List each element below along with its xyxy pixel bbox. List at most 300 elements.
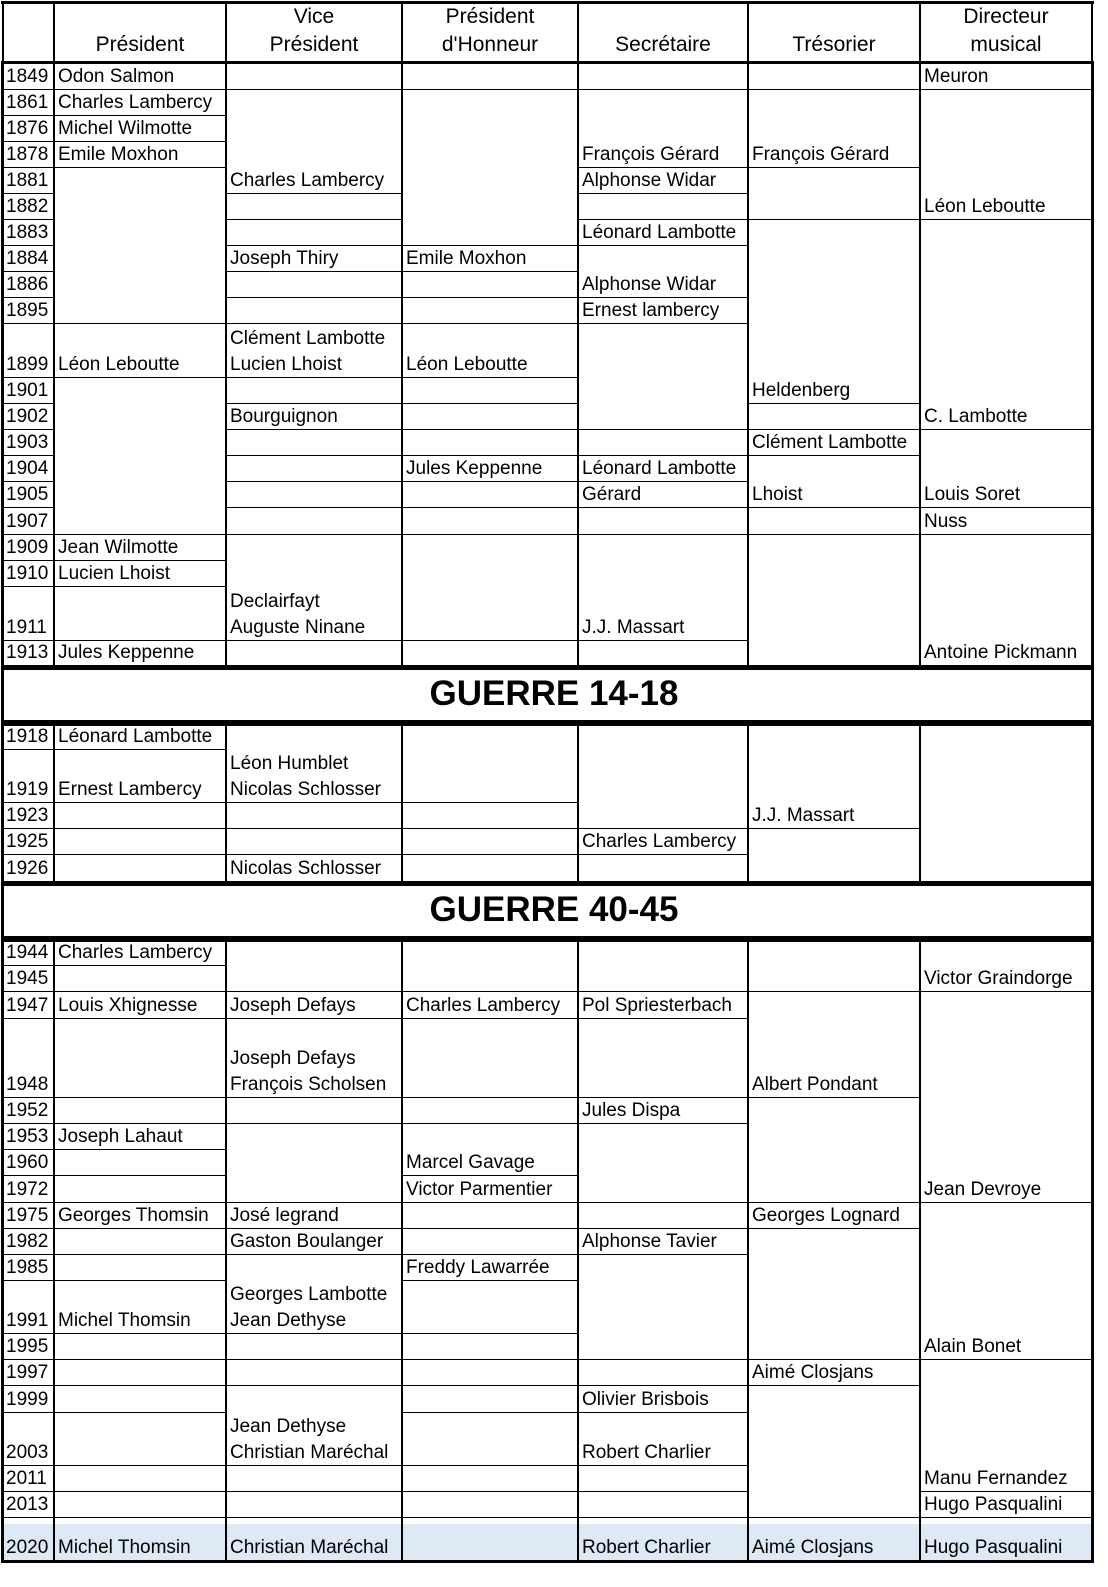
row-line [402,1359,578,1360]
tresorier-entry: Aimé Closjans [752,1362,874,1383]
column-divider [577,724,579,882]
year-1899: 1899 [6,354,49,375]
row-line [226,481,402,482]
row-line [578,297,748,298]
year-1985: 1985 [6,1257,49,1278]
row-line [402,89,578,90]
row-line [3,802,54,803]
year-1907: 1907 [6,511,49,532]
row-line [226,1517,402,1518]
year-1948: 1948 [6,1074,49,1095]
year-1919: 1919 [6,779,49,800]
column-divider [919,940,921,1561]
year-1883: 1883 [6,222,49,243]
row-line [402,534,578,535]
row-line [3,141,54,142]
vice-entry: Clément Lambotte [230,328,386,349]
row-line [226,271,402,272]
year-2003: 2003 [6,1442,49,1463]
row-line [226,403,402,404]
row-line [54,1228,226,1229]
year-1904: 1904 [6,458,49,479]
row-line [226,297,402,298]
header-divider [1091,1,1093,63]
row-line [402,297,578,298]
row-line [402,1228,578,1229]
tresorier-entry: Georges Lognard [752,1205,900,1226]
row-line [54,1465,226,1466]
president-entry: Ernest Lambercy [58,779,202,800]
row-line [578,1412,748,1413]
row-line [402,1018,578,1019]
president-entry: Lucien Lhoist [58,563,170,584]
row-line [3,665,54,666]
column-divider [747,62,749,666]
directeur-entry: Alain Bonet [924,1336,1022,1357]
row-line [3,1254,54,1255]
vice-entry: Christian Maréchal [230,1442,389,1463]
row-line [402,1280,578,1281]
header-directeur-line1: Directeur [963,5,1049,28]
row-line [578,1560,748,1561]
year-1995: 1995 [6,1336,49,1357]
row-line [3,1465,54,1466]
row-line [3,1202,54,1203]
row-line [920,1560,1092,1561]
row-line [3,115,54,116]
row-line [748,665,920,666]
secretaire-entry: Ernest lambercy [582,300,720,321]
vice-entry: Lucien Lhoist [230,354,342,375]
column-divider [225,724,227,882]
row-line [226,507,402,508]
president-entry: Jean Wilmotte [58,537,179,558]
row-line [402,1175,578,1176]
year-1895: 1895 [6,300,49,321]
row-line [226,534,402,535]
row-line [402,1560,578,1561]
president-entry: Emile Moxhon [58,144,179,165]
vice-entry: Nicolas Schlosser [230,858,381,879]
row-line [54,1202,226,1203]
row-line [748,429,920,430]
row-line [578,1385,748,1386]
row-line [748,534,920,535]
row-line [3,377,54,378]
vice-entry: François Scholsen [230,1074,387,1095]
row-line [748,1228,920,1229]
row-line [578,1202,748,1203]
row-line [226,377,402,378]
row-line [3,965,54,966]
directeur-entry: Louis Soret [924,484,1021,505]
row-line [226,1560,402,1561]
row-line [226,854,402,855]
secretaire-entry: Pol Spriesterbach [582,995,732,1016]
outer-border [1091,940,1094,1561]
row-line [402,854,578,855]
row-line [3,534,54,535]
row-line [226,1465,402,1466]
year-1944: 1944 [6,942,49,963]
row-line [3,1097,54,1098]
header-honneur-line2: d'Honneur [441,33,539,56]
row-line [3,1018,54,1019]
row-line [54,1359,226,1360]
row-line [920,1517,1092,1518]
row-line [402,455,578,456]
war-banner-14-18: GUERRE 14-18 [429,674,679,713]
row-line [748,1359,920,1360]
header-divider [2,1,4,63]
row-line [3,481,54,482]
row-line [226,1202,402,1203]
year-1903: 1903 [6,432,49,453]
year-1861: 1861 [6,92,49,113]
row-line [226,1097,402,1098]
directeur-entry: Nuss [924,511,968,532]
header-divider [401,1,403,63]
row-line [54,1254,226,1255]
row-line [3,245,54,246]
row-line [748,167,920,168]
row-line [402,640,578,641]
tresorier-entry: Lhoist [752,484,803,505]
president-entry: Charles Lambercy [58,942,213,963]
honneur-entry: Emile Moxhon [406,248,527,269]
row-line [3,271,54,272]
row-line [54,323,226,324]
row-line [226,323,402,324]
year-1999: 1999 [6,1389,49,1410]
header-secretaire-line2: Secrétaire [615,33,711,56]
row-line [402,323,578,324]
row-line [226,1359,402,1360]
secretaire-entry: Léonard Lambotte [582,222,737,243]
column-divider [919,724,921,882]
year-1884: 1884 [6,248,49,269]
year-1909: 1909 [6,537,49,558]
vice-entry: Declairfayt [230,591,320,612]
row-line [54,586,226,587]
row-line [402,481,578,482]
vice-entry: Charles Lambercy [230,170,385,191]
row-line [3,455,54,456]
directeur-entry: Manu Fernandez [924,1468,1068,1489]
row-line [3,1123,54,1124]
row-line [920,219,1092,220]
row-line [920,429,1092,430]
row-line [920,665,1092,666]
year-1882: 1882 [6,196,49,217]
row-line [920,991,1092,992]
row-line [402,1123,578,1124]
row-line [578,167,748,168]
honneur-entry: Victor Parmentier [406,1179,553,1200]
row-line [226,1123,402,1124]
year-1881: 1881 [6,170,49,191]
row-line [578,534,748,535]
directeur-entry: Meuron [924,66,989,87]
row-line [3,297,54,298]
outer-border [1091,724,1094,882]
row-line [920,1491,1092,1492]
row-line [226,455,402,456]
row-line [54,665,226,666]
directeur-entry: Victor Graindorge [924,968,1073,989]
row-line [226,640,402,641]
row-line [578,245,748,246]
row-line [3,560,54,561]
vice-entry: José legrand [230,1205,339,1226]
header-divider [919,1,921,63]
row-line [748,828,920,829]
row-line [402,802,578,803]
row-line [578,1517,748,1518]
row-line [920,881,1092,882]
row-line [3,1149,54,1150]
year-1911: 1911 [6,617,47,638]
row-line [54,991,226,992]
header-divider [225,1,227,63]
president-entry: Jules Keppenne [58,642,195,663]
year-2011: 2011 [6,1468,47,1489]
honneur-entry: Charles Lambercy [406,995,561,1016]
vice-entry: Bourguignon [230,406,338,427]
row-line [402,881,578,882]
row-line [3,640,54,641]
row-line [54,965,226,966]
year-1925: 1925 [6,831,49,852]
column-divider [225,940,227,1561]
vice-entry: Jean Dethyse [230,1310,347,1331]
row-line [3,1491,54,1492]
row-line [748,507,920,508]
row-line [402,1202,578,1203]
secretaire-entry: Jules Dispa [582,1100,681,1121]
row-line [54,141,226,142]
outer-border [1,62,4,666]
row-line [54,881,226,882]
tresorier-entry: Aimé Closjans [752,1537,874,1558]
row-line [54,534,226,535]
war-banner-40-45: GUERRE 40-45 [429,890,679,929]
row-line [920,507,1092,508]
vice-entry: Joseph Defays [230,1048,356,1069]
honneur-entry: Freddy Lawarrée [406,1257,550,1278]
row-line [920,89,1092,90]
row-line [3,167,54,168]
column-divider [919,62,921,666]
row-line [3,1280,54,1281]
row-line [226,1018,402,1019]
row-line [578,1123,748,1124]
column-divider [401,724,403,882]
year-1952: 1952 [6,1100,49,1121]
tresorier-entry: J.J. Massart [752,805,855,826]
column-divider [401,940,403,1561]
row-line [3,403,54,404]
row-line [578,640,748,641]
row-line [748,881,920,882]
president-entry: Léon Leboutte [58,354,180,375]
row-line [578,1359,748,1360]
vice-entry: Jean Dethyse [230,1416,347,1437]
row-line [226,1228,402,1229]
year-1905: 1905 [6,484,49,505]
row-line [402,271,578,272]
row-line [920,1202,1092,1203]
row-line [3,1517,54,1518]
row-line [920,534,1092,535]
row-line [54,1149,226,1150]
row-line [748,89,920,90]
row-line [3,991,54,992]
year-1982: 1982 [6,1231,49,1252]
row-line [226,881,402,882]
vice-entry: Christian Maréchal [230,1537,389,1558]
president-entry: Odon Salmon [58,66,175,87]
row-line [3,1359,54,1360]
row-line [226,89,402,90]
vice-entry: Georges Lambotte [230,1284,388,1305]
row-line [402,1465,578,1466]
row-line [54,560,226,561]
section-top-line [1,61,1094,64]
row-line [578,507,748,508]
column-divider [747,940,749,1561]
row-line [748,1202,920,1203]
row-line [3,429,54,430]
row-line [54,1491,226,1492]
row-line [748,991,920,992]
year-1910: 1910 [6,563,49,584]
row-line [3,219,54,220]
tresorier-entry: Albert Pondant [752,1074,878,1095]
row-line [3,749,54,750]
row-line [578,481,748,482]
row-line [578,455,748,456]
row-line [3,507,54,508]
row-line [578,89,748,90]
row-line [3,193,54,194]
row-line [748,1385,920,1386]
row-line [54,1097,226,1098]
row-line [402,429,578,430]
column-divider [577,62,579,666]
secretaire-entry: Robert Charlier [582,1537,711,1558]
column-divider [53,62,55,666]
row-line [578,1465,748,1466]
header-directeur-line2: musical [970,33,1042,56]
row-line [748,403,920,404]
president-entry: Michel Wilmotte [58,118,193,139]
secretaire-entry: Alphonse Widar [582,170,717,191]
tresorier-entry: Heldenberg [752,380,851,401]
column-divider [53,940,55,1561]
year-1913: 1913 [6,642,49,663]
year-1878: 1878 [6,144,49,165]
row-line [3,828,54,829]
row-line [226,665,402,666]
year-1886: 1886 [6,274,49,295]
row-line [3,1333,54,1334]
row-line [402,828,578,829]
secretaire-entry: Alphonse Widar [582,274,717,295]
row-line [402,1333,578,1334]
vice-entry: Joseph Defays [230,995,356,1016]
secretaire-entry: François Gérard [582,144,720,165]
secretaire-entry: Gérard [582,484,642,505]
row-line [226,219,402,220]
header-divider [577,1,579,63]
year-1926: 1926 [6,858,49,879]
directeur-entry: Hugo Pasqualini [924,1494,1063,1515]
row-line [226,1491,402,1492]
row-line [54,828,226,829]
row-line [3,1412,54,1413]
row-line [578,323,748,324]
year-1945: 1945 [6,968,49,989]
year-1923: 1923 [6,805,49,826]
row-line [54,854,226,855]
header-vice-line1: Vice [293,5,335,28]
row-line [402,507,578,508]
header-divider [747,1,749,63]
row-line [3,881,54,882]
header-vice-line2: Président [269,33,359,56]
president-entry: Michel Thomsin [58,1310,191,1331]
year-1901: 1901 [6,380,49,401]
year-1947: 1947 [6,995,49,1016]
row-line [226,429,402,430]
year-1997: 1997 [6,1362,49,1383]
vice-entry: Gaston Boulanger [230,1231,384,1252]
row-line [54,802,226,803]
row-line [402,1385,578,1386]
secretaire-entry: Olivier Brisbois [582,1389,709,1410]
president-entry: Charles Lambercy [58,92,213,113]
row-line [402,1491,578,1492]
row-line [578,854,748,855]
honneur-entry: Jules Keppenne [406,458,543,479]
row-line [54,1560,226,1561]
row-line [578,991,748,992]
row-line [578,1491,748,1492]
secretaire-entry: Alphonse Tavier [582,1231,717,1252]
row-line [578,1228,748,1229]
row-line [226,1385,402,1386]
year-1975: 1975 [6,1205,49,1226]
row-line [748,455,920,456]
row-line [54,749,226,750]
president-entry: Georges Thomsin [58,1205,209,1226]
row-line [54,1333,226,1334]
row-line [54,377,226,378]
header-divider [53,1,55,63]
secretaire-entry: Charles Lambercy [582,831,737,852]
row-line [578,881,748,882]
row-line [578,429,748,430]
row-line [226,1333,402,1334]
row-line [578,1254,748,1255]
outer-border [1091,62,1094,666]
column-divider [747,724,749,882]
row-line [3,323,54,324]
row-line [3,1385,54,1386]
secretaire-entry: Léonard Lambotte [582,458,737,479]
row-line [226,245,402,246]
